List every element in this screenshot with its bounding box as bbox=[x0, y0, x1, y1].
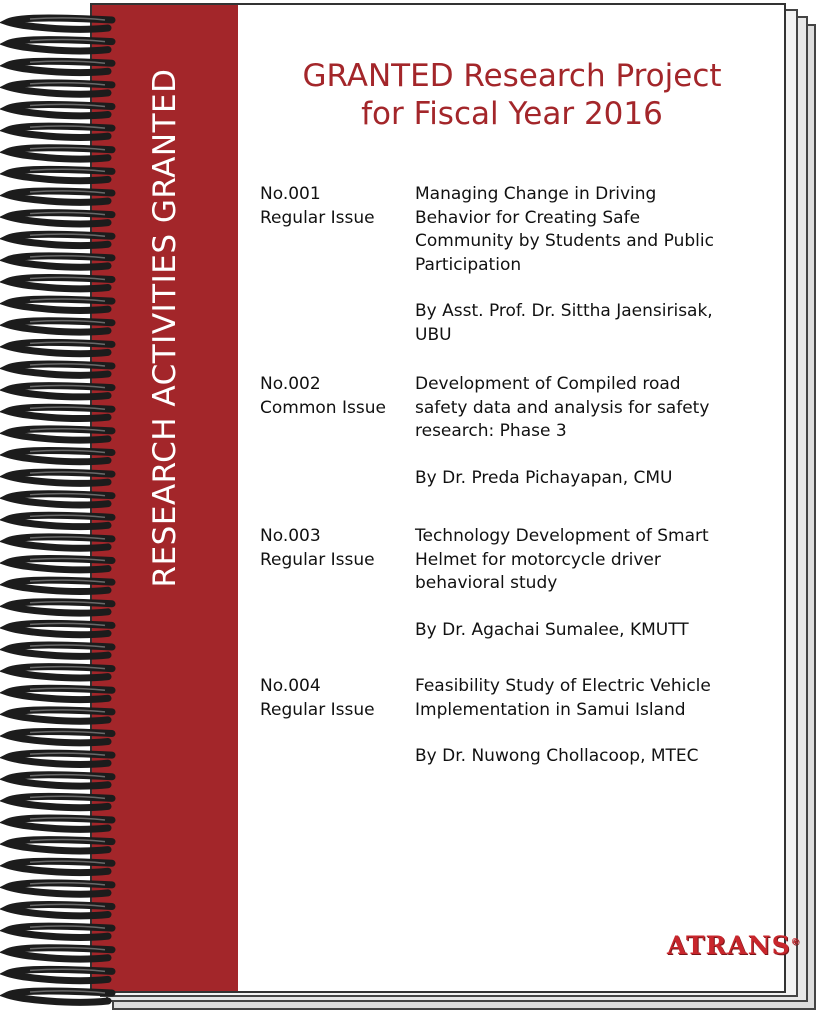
title-line: Participation bbox=[415, 254, 522, 275]
project-issue: Common Issue bbox=[260, 397, 386, 418]
project-number: No.001 bbox=[260, 184, 321, 204]
project-issue: Regular Issue bbox=[260, 699, 375, 720]
project-author bbox=[415, 467, 755, 491]
project-id bbox=[260, 675, 410, 722]
title-line: research: Phase 3 bbox=[415, 421, 567, 441]
project-title bbox=[415, 373, 755, 444]
project-id bbox=[260, 373, 410, 420]
title-line: behavioral study bbox=[415, 573, 558, 593]
atrans-logo bbox=[667, 931, 801, 960]
project-title bbox=[415, 675, 755, 722]
project-title bbox=[415, 183, 755, 277]
title-line: Behavior for Creating Safe bbox=[415, 207, 641, 228]
project-id bbox=[260, 183, 410, 230]
project-id bbox=[260, 525, 410, 572]
spine-label: RESEARCH ACTIVITIES GRANTED bbox=[147, 68, 183, 588]
title-line: Helmet for motorcycle driver bbox=[415, 549, 661, 570]
author-line: By Dr. Preda Pichayapan, CMU bbox=[415, 468, 673, 488]
title-line: Community by Students and Public bbox=[415, 231, 714, 251]
project-issue: Regular Issue bbox=[260, 549, 375, 570]
project-number: No.002 bbox=[260, 374, 321, 394]
project-number: No.003 bbox=[260, 526, 321, 546]
project-author bbox=[415, 745, 755, 769]
title-line: Feasibility Study of Electric Vehicle bbox=[415, 676, 711, 696]
title-line: Technology Development of Smart bbox=[415, 526, 709, 546]
title-line-2: for Fiscal Year 2016 bbox=[361, 96, 663, 132]
title-line-1: GRANTED Research Project bbox=[302, 58, 722, 94]
project-author bbox=[415, 300, 755, 347]
project-author bbox=[415, 619, 755, 643]
author-line: By Dr. Nuwong Chollacoop, MTEC bbox=[415, 746, 699, 766]
spiral-binding bbox=[0, 0, 150, 1015]
title-line: Managing Change in Driving bbox=[415, 184, 657, 204]
author-line: UBU bbox=[415, 324, 452, 345]
author-line: By Dr. Agachai Sumalee, KMUTT bbox=[415, 620, 689, 640]
author-line: By Asst. Prof. Dr. Sittha Jaensirisak, bbox=[415, 301, 713, 321]
title-line: Implementation in Samui Island bbox=[415, 699, 686, 720]
page-title bbox=[242, 57, 782, 133]
project-issue: Regular Issue bbox=[260, 207, 375, 228]
project-number: No.004 bbox=[260, 676, 321, 696]
logo-text: ATRANS bbox=[667, 931, 791, 960]
logo-registered-mark: ® bbox=[790, 937, 801, 948]
notebook-page bbox=[90, 3, 801, 993]
project-title bbox=[415, 525, 755, 596]
title-line: Development of Compiled road bbox=[415, 374, 681, 394]
title-line: safety data and analysis for safety bbox=[415, 397, 710, 418]
